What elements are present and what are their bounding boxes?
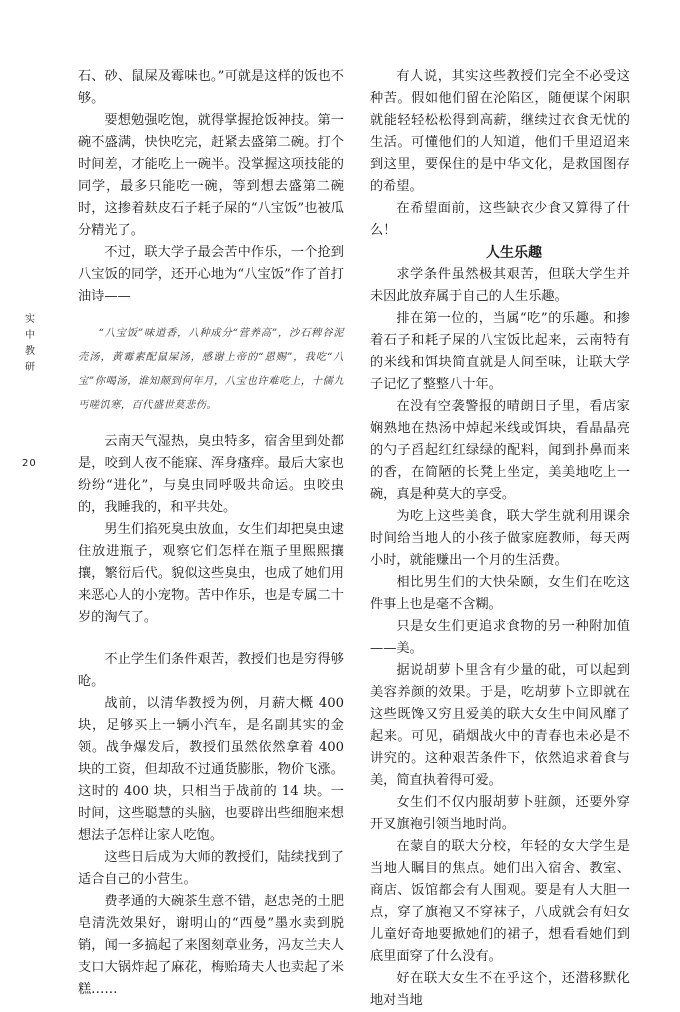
doggerel-poem: “八宝饭”味道香，八种成分“营养高”，沙石稗谷泥壳汤，黄霉素配鼠屎汤，感谢上帝的“恩赐”，我吃“八宝”你喝汤，谁知颠到何年月，八宝也许难吃上，十儒九丐嗟饥寒，百代盛世莫悲伤。 <box>78 327 344 411</box>
sidebar-char: 中 <box>25 330 35 341</box>
sidebar-char: 教 <box>25 346 35 357</box>
section-gap <box>78 629 344 649</box>
sidebar-label <box>24 312 36 376</box>
right-column <box>370 66 630 1012</box>
paragraph: 求学条件虽然极其艰苦，但联大学生并未因此放弃属于自己的人生乐趣。 <box>370 267 630 304</box>
left-column <box>78 66 344 1001</box>
paragraph: 相比男生们的大快朵颐，女生们在吃这件事上也是毫不含糊。 <box>370 575 630 612</box>
paragraph: 要想勉强吃饱，就得掌握抢饭神技。第一碗不盛满，快快吃完，赶紧去盛第二碗。打个时间差，才能吃上一碗半。没掌握这项技能的同学，最多只能吃一碗，等到想去盛第二碗时，这掺着麸皮石子耗子屎的“八宝饭”也被瓜分精光了。 <box>78 113 344 238</box>
paragraph: 在希望面前，这些缺衣少食又算得了什么！ <box>370 201 630 238</box>
paragraph: 在蒙自的联大分校，年轻的女大学生是当地人瞩目的焦点。她们出入宿舍、教室、商店、饭馆都会有人围观。要是有人大胆一点，穿了旗袍又不穿袜子，八成就会有妇女儿童好奇地要掀她们的裙子，想看看她们到底里面穿了什么没有。 <box>370 839 630 964</box>
paragraph: 女生们不仅内服胡萝卜驻颜，还要外穿开叉旗袍引领当地时尚。 <box>370 795 630 832</box>
paragraph: 在没有空袭警报的晴朗日子里，看店家娴熟地在热汤中焯起米线或饵块，看晶晶亮的勺子舀起红红绿绿的配料，闻到扑鼻而来的香，在简陋的长凳上坐定，美美地吃上一碗，真是种莫大的享受。 <box>370 399 630 502</box>
paragraph: 有人说，其实这些教授们完全不必受这种苦。假如他们留在沦陷区，随便谋个闲职就能轻轻松松得到高薪，继续过衣食无忧的生活。可懂他们的人知道，他们千里迢迢来到这里，要保住的是中华文化，是救国图存的希望。 <box>370 69 630 194</box>
sidebar-char: 实 <box>25 314 35 325</box>
paragraph: 据说胡萝卜里含有少量的砒，可以起到美容养颜的效果。于是，吃胡萝卜立即就在这些既馋又穷且爱美的联大女生中间风靡了起来。可见，硝烟战火中的青春也未必是不讲究的。这种艰苦条件下，依然追求着食与美，简直执着得可爱。 <box>370 663 630 788</box>
paragraph: 好在联大女生不在乎这个，还潜移默化地对当地 <box>370 971 630 1008</box>
section-title: 人生乐趣 <box>486 245 542 261</box>
sidebar-char: 研 <box>25 362 35 373</box>
paragraph: 不止学生们条件艰苦，教授们也是穷得够呛。 <box>78 652 344 689</box>
page-number: 20 <box>22 458 37 469</box>
paragraph: 石、砂、鼠屎及霉味也。”可就是这样的饭也不够。 <box>78 69 344 106</box>
paragraph: 战前，以清华教授为例，月薪大概 400 块，足够买上一辆小汽车，是名副其实的金领。战争爆发后，教授们虽然依然拿着 400 块的工资，但却敌不过通货膨胀，物价飞涨。这时的 400 块，只相当于战前的 14 块。一时间，这些聪慧的头脑，也要辟出些细胞来想想法子怎样让家人吃饱。 <box>78 696 344 843</box>
paragraph: 排在第一位的，当属“吃”的乐趣。和掺着石子和耗子屎的八宝饭比起来，云南特有的米线和饵块简直就是人间至味，让联大学子记忆了整整八十年。 <box>370 311 630 392</box>
paragraph: 这些日后成为大师的教授们，陆续找到了适合自己的小营生。 <box>78 850 344 887</box>
paragraph: 男生们掐死臭虫放血，女生们却把臭虫逮住放进瓶子，观察它们怎样在瓶子里熙熙攘攘，繁衍后代。貌似这些臭虫，也成了她们用来恶心人的小宠物。苦中作乐，也是专属二十岁的淘气了。 <box>78 522 344 625</box>
paragraph: 为吃上这些美食，联大学生就利用课余时间给当地人的小孩子做家庭教师，每天两小时，就能赚出一个月的生活费。 <box>370 509 630 568</box>
paragraph: 不过，联大学子最会苦中作乐，一个抢到八宝饭的同学，还开心地为“八宝饭”作了首打油诗—— <box>78 245 344 304</box>
paragraph: 只是女生们更追求食物的另一种附加值——美。 <box>370 619 630 656</box>
paragraph: 云南天气湿热，臭虫特多，宿舍里到处都是，咬到人夜不能寐、浑身瘙痒。最后大家也纷纷“进化”，与臭虫同呼吸共命运。虫咬虫的，我睡我的，和平共处。 <box>78 434 344 515</box>
paragraph: 费孝通的大碗茶生意不错，赵忠尧的土肥皂清洗效果好，谢明山的“西曼”墨水卖到脱销，闻一多搞起了来图刻章业务，冯友兰夫人支口大锅炸起了麻花，梅贻琦夫人也卖起了米糕…… <box>78 894 344 997</box>
